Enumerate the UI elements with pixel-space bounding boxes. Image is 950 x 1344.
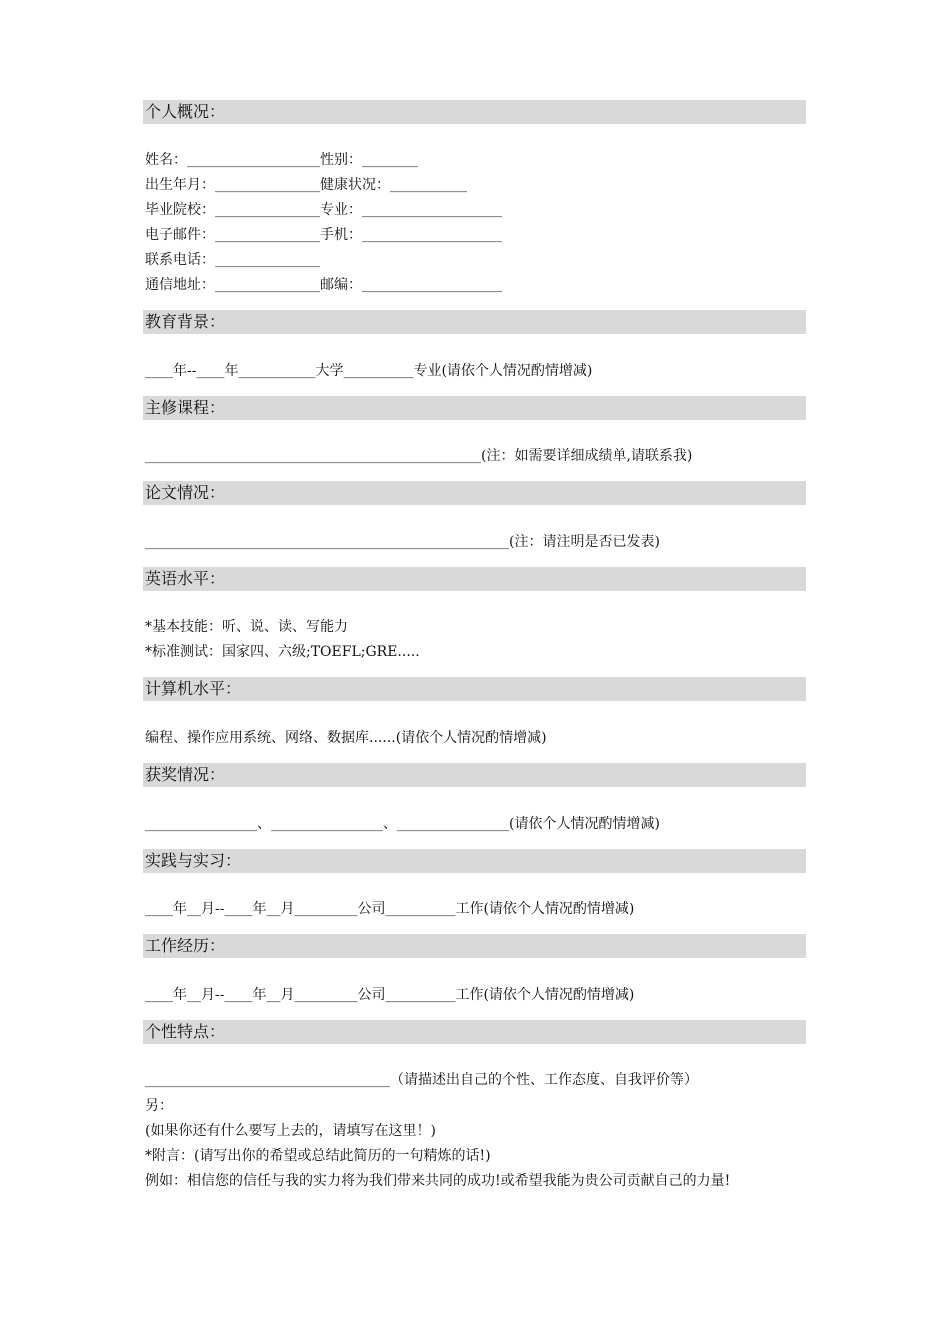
extra-line-postscript: *附言：(请写出你的希望或总结此简历的一句精炼的话!) [145, 1148, 491, 1164]
english-line-skills: *基本技能：听、说、读、写能力 [145, 619, 348, 635]
practice-line: ____年__月--____年__月_________公司__________工作(请依个人情况酌情增减) [145, 901, 635, 917]
section-header-thesis: 论文情况： [143, 481, 806, 505]
work-line: ____年__月--____年__月_________公司__________工作(请依个人情况酌情增减) [145, 987, 635, 1003]
personality-line: ___________________________________（请描述出自己的个性、工作态度、自我评价等） [145, 1072, 698, 1088]
extra-line-other: 另： [145, 1098, 173, 1114]
section-header-courses: 主修课程： [143, 396, 806, 420]
extra-line-note: (如果你还有什么要写上去的，请填写在这里！) [145, 1123, 436, 1139]
personal-line-contact: 联系电话：_______________ [145, 252, 320, 268]
section-header-awards: 获奖情况： [143, 763, 806, 787]
courses-line: ________________________________________________(注：如需要详细成绩单,请联系我) [145, 448, 693, 464]
section-header-english: 英语水平： [143, 567, 806, 591]
section-header-work: 工作经历： [143, 934, 806, 958]
section-header-personality: 个性特点： [143, 1020, 806, 1044]
computer-line: 编程、操作应用系统、网络、数据库......(请依个人情况酌情增减) [145, 730, 547, 746]
personal-line-name-gender: 姓名：___________________性别：________ [145, 152, 418, 168]
section-header-computer: 计算机水平： [143, 677, 806, 701]
section-header-education: 教育背景： [143, 310, 806, 334]
section-header-personal: 个人概况： [143, 100, 806, 124]
education-line: ____年--____年___________大学__________专业(请依个人情况酌情增减) [145, 363, 593, 379]
awards-line: ________________、________________、________________(请依个人情况酌情增减) [145, 816, 660, 832]
personal-line-address-zip: 通信地址：_______________邮编：____________________ [145, 277, 502, 293]
section-header-practice: 实践与实习： [143, 849, 806, 873]
extra-line-example: 例如：相信您的信任与我的实力将为我们带来共同的成功!或希望我能为贵公司贡献自己的力量! [145, 1173, 731, 1189]
personal-line-birth-health: 出生年月：_______________健康状况：___________ [145, 177, 467, 193]
personal-line-school-major: 毕业院校：_______________专业：____________________ [145, 202, 502, 218]
personal-line-email-phone: 电子邮件：_______________手机：____________________ [145, 227, 502, 243]
thesis-line: ____________________________________________________(注：请注明是否已发表) [145, 534, 660, 550]
english-line-tests: *标准测试：国家四、六级;TOEFL;GRE..... [145, 644, 420, 660]
